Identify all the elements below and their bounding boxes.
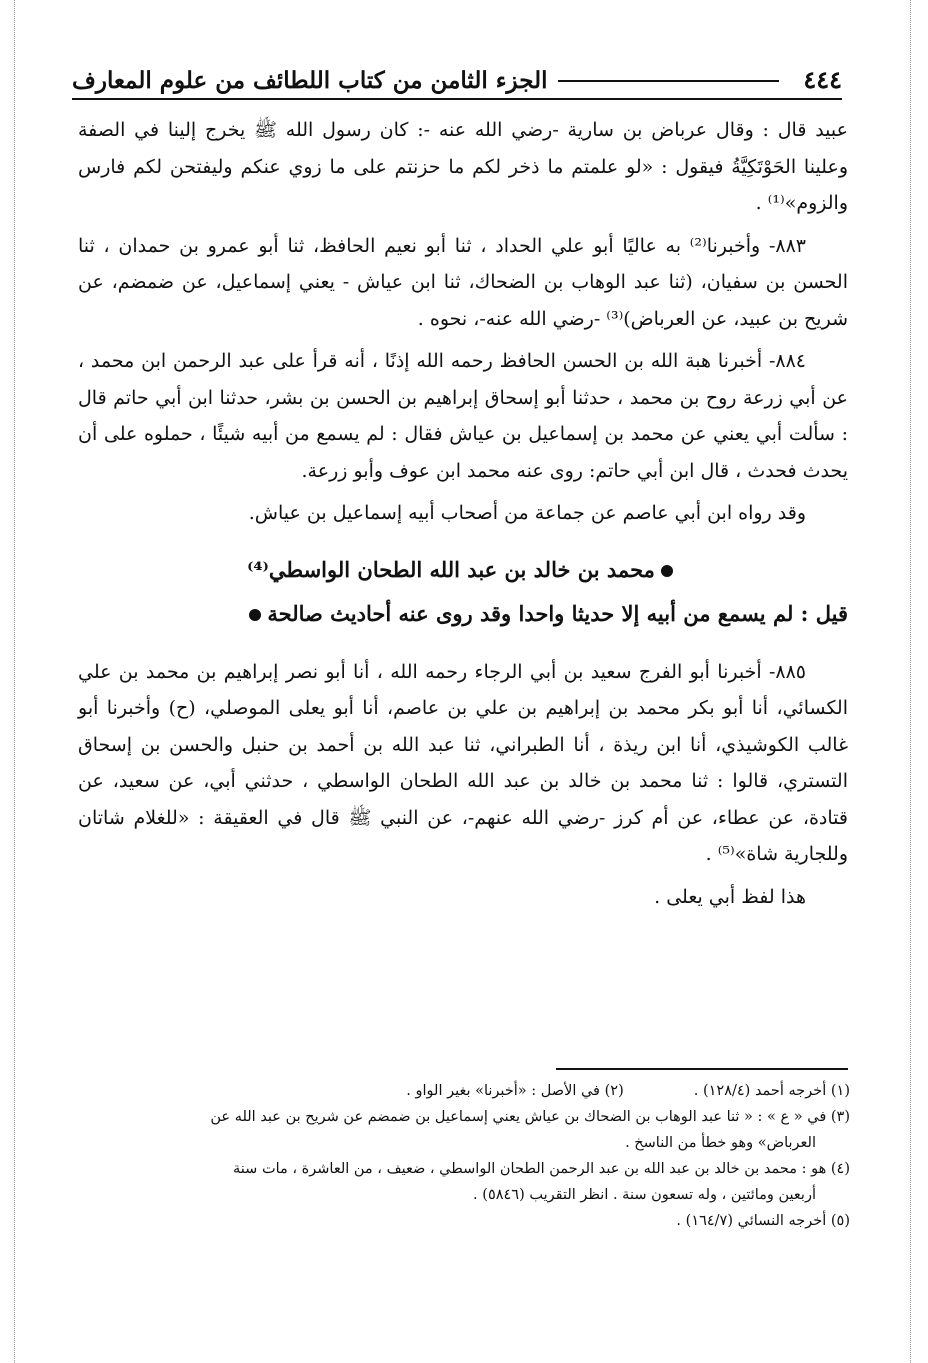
page-number: ٤٤٤ bbox=[803, 65, 842, 94]
section-subheading-text: قيل : لم يسمع من أبيه إلا حديثا واحدا وقد روى عنه أحاديث صالحة bbox=[267, 600, 848, 626]
running-title: الجزء الثامن من كتاب اللطائف من علوم المعارف bbox=[72, 67, 548, 94]
footnote-3: (٣) في « ع » : « ثنا عبد الوهاب بن الضحاك بن عياش يعني إسماعيل بن ضمضم عن شريح بن عبد الله عن bbox=[210, 1109, 850, 1125]
scan-edge-right bbox=[910, 0, 911, 1363]
bullet-icon bbox=[249, 609, 261, 621]
footnote-4-continued: أربعين ومائتين ، وله تسعون سنة . انظر التقريب (٥٨٤٦) . bbox=[473, 1187, 816, 1203]
hadith-884: ٨٨٤- أخبرنا هبة الله بن الحسن الحافظ رحمه الله إذنًا ، أنه قرأ على عبد الرحمن ابن محمد ، عن أبي زرعة روح بن محمد ، حدثنا أبو إسحاق إبراهيم بن الحسن بن بشر، حدثنا ابن أبي حاتم قال : سألت أبي يعني عن محمد بن إسماعيل بن عياش فقال : لم يسمع من أبيه شيئًا ، حملوه على أن يحدث فحدث ، قال ابن أبي حاتم: روى عنه محمد ابن عوف وأبو زرعة. bbox=[78, 350, 848, 482]
narration-note: وقد رواه ابن أبي عاصم عن جماعة من أصحاب أبيه إسماعيل بن عياش. bbox=[248, 502, 806, 524]
scan-edge-left bbox=[14, 0, 15, 1363]
section-heading-text: محمد بن خالد بن عبد الله الطحان الواسطي⁽⁴⁾ bbox=[247, 556, 655, 582]
section-heading bbox=[78, 550, 848, 590]
main-text bbox=[78, 112, 848, 921]
header-rule bbox=[558, 80, 780, 82]
paragraph-continuation: عبيد قال : وقال عرباض بن سارية -رضي الله عنه -: كان رسول الله ﷺ يخرج إلينا في الصفة وعلينا الحَوْتَكِيَّةُ فيقول : «لو علمتم ما ذخر لكم ما حزنتم على ما زوي عنكم وليفتحن لكم فارس والزوم»⁽¹⁾ . bbox=[78, 119, 848, 214]
hadith-883: ٨٨٣- وأخبرنا⁽²⁾ به عاليًا أبو علي الحداد ، ثنا أبو نعيم الحافظ، ثنا أبو عمرو بن حمدان ، ثنا الحسن بن سفيان، (ثنا عبد الوهاب بن الضحاك، ثنا ابن عياش - يعني إسماعيل، عن ضمضم، عن شريح بن عبيد، عن العرباض)⁽³⁾ -رضي الله عنه-، نحوه . bbox=[78, 234, 848, 330]
footnote-4: (٤) هو : محمد بن خالد بن عبد الله بن عبد الرحمن الطحان الواسطي ، ضعيف ، من العاشرة ، مات سنة bbox=[233, 1161, 850, 1177]
footnote-3-continued: العرباض» وهو خطأ من الناسخ . bbox=[625, 1135, 816, 1151]
footnote-2: (٢) في الأصل : «أخبرنا» بغير الواو . bbox=[406, 1083, 624, 1099]
closing-note: هذا لفظ أبي يعلى . bbox=[654, 885, 806, 908]
bullet-icon bbox=[661, 565, 673, 577]
footnote-1: (١) أخرجه أحمد (١٢٨/٤) . bbox=[693, 1083, 850, 1099]
section-subheading bbox=[78, 594, 848, 634]
footnotes bbox=[70, 1078, 850, 1234]
footnote-row-1-2 bbox=[70, 1078, 850, 1104]
footnote-5: (٥) أخرجه النسائي (١٦٤/٧) . bbox=[676, 1213, 850, 1229]
running-header bbox=[72, 54, 842, 100]
hadith-885: ٨٨٥- أخبرنا أبو الفرج سعيد بن أبي الرجاء رحمه الله ، أنا أبو نصر إبراهيم بن محمد بن علي الكسائي، أنا أبو بكر محمد بن إبراهيم بن علي بن عاصم، أنا أبو يعلى الموصلي، (ح) وأخبرنا أبو غالب الكوشيذي، أنا ابن ريذة ، أنا الطبراني، ثنا عبد الله بن أحمد بن حنبل والحسن بن إسحاق التستري، قالوا : ثنا محمد بن خالد بن عبد الله الطحان الواسطي ، حدثني أبي، عن سعيد، عن قتادة، عن عطاء، عن أم كرز -رضي الله عنهم-، عن النبي ﷺ قال في العقيقة : «للغلام شاتان وللجارية شاة»⁽⁵⁾ . bbox=[78, 660, 849, 865]
footnote-separator bbox=[556, 1068, 848, 1070]
